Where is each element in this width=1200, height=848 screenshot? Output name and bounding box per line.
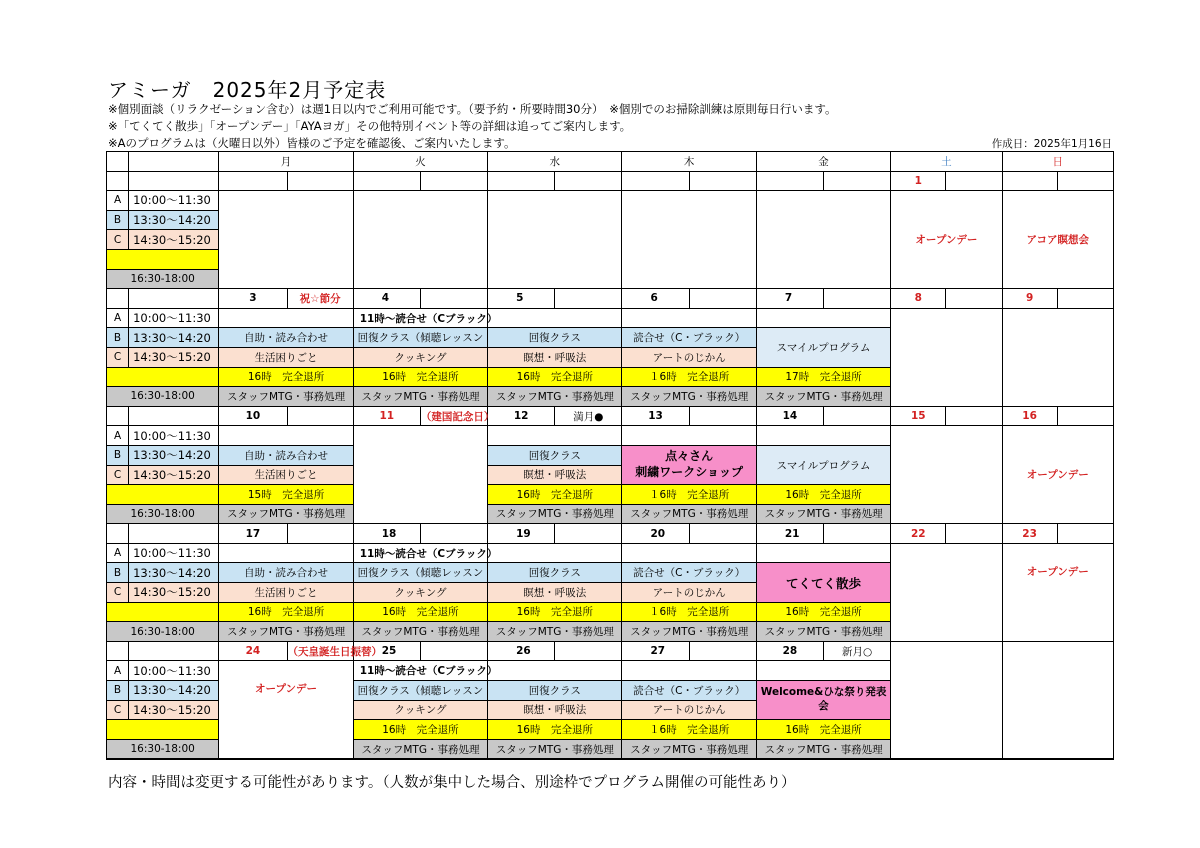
date-14: 14 bbox=[756, 406, 823, 426]
staff-mtg: スタッフMTG・事務処理 bbox=[353, 622, 487, 642]
tue-c-program: クッキング bbox=[353, 700, 487, 720]
mon-b-program: 自助・読み合わせ bbox=[219, 328, 353, 348]
tue-exit: 16時 完全退所 bbox=[353, 367, 487, 387]
thu-c-program: アートのじかん bbox=[622, 347, 756, 367]
wed-c-program: 瞑想・呼吸法 bbox=[488, 465, 622, 485]
footer-note: 内容・時間は変更する可能性があります。（人数が集中した場合、別途枠でプログラム開催の可能性あり） bbox=[108, 775, 796, 791]
staff-mtg: スタッフMTG・事務処理 bbox=[756, 387, 890, 407]
mon-b-program: 自助・読み合わせ bbox=[219, 563, 353, 583]
event-open-day: オープンデー bbox=[1002, 426, 1113, 524]
slot-c-time: 14:30～15:20 bbox=[129, 347, 219, 367]
note-3: ※Aのプログラムは（火曜日以外）皆様のご予定を確認後、ご案内いたします。 bbox=[108, 136, 516, 150]
thu-b-program: 読合せ（C・ブラック） bbox=[622, 681, 756, 701]
wed-exit: 16時 完全退所 bbox=[488, 485, 622, 505]
tue-b-program: 回復クラス（傾聴レッスン bbox=[353, 328, 487, 348]
slot-a-label: A bbox=[107, 543, 129, 563]
wed-c-program: 瞑想・呼吸法 bbox=[488, 700, 622, 720]
thu-c-program: アートのじかん bbox=[622, 583, 756, 603]
weekday-fri: 金 bbox=[756, 152, 890, 172]
wed-c-program: 瞑想・呼吸法 bbox=[488, 583, 622, 603]
page-title: アミーガ 2025年2月予定表 bbox=[108, 78, 387, 102]
slot-a-label: A bbox=[107, 426, 129, 446]
week4-date-row bbox=[107, 524, 1114, 544]
staff-mtg: スタッフMTG・事務処理 bbox=[756, 622, 890, 642]
date-28: 28 bbox=[756, 641, 823, 661]
slot-c-label: C bbox=[107, 583, 129, 603]
date-7: 7 bbox=[756, 289, 823, 309]
slot-a-time: 10:00～11:30 bbox=[129, 426, 219, 446]
staff-mtg: スタッフMTG・事務処理 bbox=[219, 622, 353, 642]
staff-mtg: スタッフMTG・事務処理 bbox=[488, 387, 622, 407]
thu-embroidery-workshop: 点々さん 刺繍ワークショップ bbox=[622, 445, 756, 484]
staff-mtg: スタッフMTG・事務処理 bbox=[219, 504, 353, 524]
tue-exit: 16時 完全退所 bbox=[353, 602, 487, 622]
thu-exit: １6時 完全退所 bbox=[622, 720, 756, 740]
week2-date-row bbox=[107, 289, 1114, 309]
slot-a-time: 10:00～11:30 bbox=[129, 661, 219, 681]
staff-time: 16:30-18:00 bbox=[107, 739, 219, 759]
staff-mtg: スタッフMTG・事務処理 bbox=[353, 387, 487, 407]
staff-time: 16:30-18:00 bbox=[107, 504, 219, 524]
week1-date-row bbox=[107, 171, 1114, 191]
fri-exit: 16時 完全退所 bbox=[756, 602, 890, 622]
slot-c-label: C bbox=[107, 230, 129, 250]
wed-exit: 16時 完全退所 bbox=[488, 367, 622, 387]
staff-mtg: スタッフMTG・事務処理 bbox=[756, 504, 890, 524]
weekday-tue: 火 bbox=[353, 152, 487, 172]
date-20: 20 bbox=[622, 524, 689, 544]
date-8: 8 bbox=[891, 289, 946, 309]
wed-b-program: 回復クラス bbox=[488, 563, 622, 583]
staff-mtg: スタッフMTG・事務処理 bbox=[622, 504, 756, 524]
weekday-header-row bbox=[107, 152, 1114, 172]
fri-exit: 17時 完全退所 bbox=[756, 367, 890, 387]
slot-b-label: B bbox=[107, 445, 129, 465]
staff-mtg: スタッフMTG・事務処理 bbox=[488, 739, 622, 759]
staff-time: 16:30-18:00 bbox=[107, 269, 219, 289]
created-date: 作成日：2025年1月16日 bbox=[991, 138, 1112, 150]
week3-date-row bbox=[107, 406, 1114, 426]
event-open-day: オープンデー bbox=[219, 661, 353, 759]
mon-c-program: 生活困りごと bbox=[219, 583, 353, 603]
fri-smile-program: スマイルプログラム bbox=[756, 445, 890, 484]
wed-exit: 16時 完全退所 bbox=[488, 720, 622, 740]
slot-c-label: C bbox=[107, 465, 129, 485]
mon-c-program: 生活困りごと bbox=[219, 465, 353, 485]
week1-a-row bbox=[107, 191, 1114, 211]
slot-a-time: 10:00～11:30 bbox=[129, 543, 219, 563]
date-5: 5 bbox=[488, 289, 555, 309]
thu-b-program: 読合せ（C・ブラック） bbox=[622, 563, 756, 583]
fri-walk-event: てくてく散歩 bbox=[756, 563, 890, 602]
staff-mtg: スタッフMTG・事務処理 bbox=[353, 739, 487, 759]
holiday-kenkoku: （建国記念日） bbox=[420, 406, 487, 426]
thu-c-program: アートのじかん bbox=[622, 700, 756, 720]
slot-a-time: 10:00～11:30 bbox=[129, 308, 219, 328]
week4-a-row bbox=[107, 543, 1114, 563]
date-6: 6 bbox=[622, 289, 689, 309]
tue-a-program: 11時～読合せ（Cブラック） bbox=[353, 543, 487, 563]
week5-date-row bbox=[107, 641, 1114, 661]
weekday-wed: 水 bbox=[488, 152, 622, 172]
thu-exit: １6時 完全退所 bbox=[622, 367, 756, 387]
slot-b-time: 13:30～14:20 bbox=[129, 445, 219, 465]
staff-mtg: スタッフMTG・事務処理 bbox=[622, 739, 756, 759]
event-meditation: アコア瞑想会 bbox=[1002, 191, 1113, 289]
tue-c-program: クッキング bbox=[353, 347, 487, 367]
weekday-thu: 木 bbox=[622, 152, 756, 172]
staff-mtg: スタッフMTG・事務処理 bbox=[488, 622, 622, 642]
moon-new: 新月○ bbox=[824, 641, 891, 661]
tue-b-program: 回復クラス（傾聴レッスン bbox=[353, 681, 487, 701]
date-26: 26 bbox=[488, 641, 555, 661]
fri-welcome-event: Welcome&ひな祭り発表会 bbox=[756, 681, 890, 720]
slot-c-time: 14:30～15:20 bbox=[129, 583, 219, 603]
wed-b-program: 回復クラス bbox=[488, 681, 622, 701]
mon-c-program: 生活困りごと bbox=[219, 347, 353, 367]
slot-b-time: 13:30～14:20 bbox=[129, 681, 219, 701]
date-4: 4 bbox=[353, 289, 420, 309]
holiday-setsubun: 祝☆節分 bbox=[287, 289, 353, 309]
wed-exit: 16時 完全退所 bbox=[488, 602, 622, 622]
date-18: 18 bbox=[353, 524, 420, 544]
staff-mtg: スタッフMTG・事務処理 bbox=[219, 387, 353, 407]
slot-c-label: C bbox=[107, 700, 129, 720]
date-23: 23 bbox=[1002, 524, 1057, 544]
tue-c-program: クッキング bbox=[353, 583, 487, 603]
date-17: 17 bbox=[219, 524, 287, 544]
slot-a-label: A bbox=[107, 191, 129, 211]
date-9: 9 bbox=[1002, 289, 1057, 309]
date-13: 13 bbox=[622, 406, 689, 426]
note-1: ※個別面談（リラクゼーション含む）は週1日以内でご利用可能です。（要予約・所要時間30分） ※個別でのお掃除訓練は原則毎日行います。 bbox=[108, 102, 837, 116]
tue-a-program: 11時～読合せ（Cブラック） bbox=[353, 661, 487, 681]
staff-mtg: スタッフMTG・事務処理 bbox=[488, 504, 622, 524]
date-19: 19 bbox=[488, 524, 555, 544]
thu-exit: １6時 完全退所 bbox=[622, 602, 756, 622]
slot-c-label: C bbox=[107, 347, 129, 367]
slot-b-label: B bbox=[107, 328, 129, 348]
slot-b-label: B bbox=[107, 681, 129, 701]
staff-mtg: スタッフMTG・事務処理 bbox=[622, 622, 756, 642]
mon-exit: 16時 完全退所 bbox=[219, 367, 353, 387]
thu-exit: １6時 完全退所 bbox=[622, 485, 756, 505]
event-open-day: オープンデー bbox=[891, 191, 1002, 289]
staff-mtg: スタッフMTG・事務処理 bbox=[756, 739, 890, 759]
mon-b-program: 自助・読み合わせ bbox=[219, 445, 353, 465]
tue-exit: 16時 完全退所 bbox=[353, 720, 487, 740]
wed-c-program: 瞑想・呼吸法 bbox=[488, 347, 622, 367]
slot-b-time: 13:30～14:20 bbox=[129, 563, 219, 583]
event-open-day: オープンデー bbox=[1002, 543, 1113, 641]
weekday-mon: 月 bbox=[219, 152, 353, 172]
slot-b-label: B bbox=[107, 563, 129, 583]
staff-mtg: スタッフMTG・事務処理 bbox=[622, 387, 756, 407]
date-24: 24 bbox=[219, 641, 287, 661]
fri-smile-program: スマイルプログラム bbox=[756, 328, 890, 367]
fri-exit: 16時 完全退所 bbox=[756, 720, 890, 740]
week3-a-row bbox=[107, 426, 1114, 446]
slot-b-time: 13:30～14:20 bbox=[129, 328, 219, 348]
slot-a-label: A bbox=[107, 308, 129, 328]
wed-b-program: 回復クラス bbox=[488, 328, 622, 348]
staff-time: 16:30-18:00 bbox=[107, 622, 219, 642]
slot-c-time: 14:30～15:20 bbox=[129, 465, 219, 485]
staff-time: 16:30-18:00 bbox=[107, 387, 219, 407]
week2-a-row bbox=[107, 308, 1114, 328]
slot-a-time: 10:00～11:30 bbox=[129, 191, 219, 211]
date-12: 12 bbox=[488, 406, 555, 426]
slot-c-time: 14:30～15:20 bbox=[129, 230, 219, 250]
mon-exit: 15時 完全退所 bbox=[219, 485, 353, 505]
date-16: 16 bbox=[1002, 406, 1057, 426]
holiday-emperor: （天皇誕生日振替） bbox=[287, 641, 353, 661]
weekday-sun: 日 bbox=[1002, 152, 1113, 172]
date-3: 3 bbox=[219, 289, 287, 309]
moon-full: 満月● bbox=[555, 406, 622, 426]
date-22: 22 bbox=[891, 524, 946, 544]
slot-b-time: 13:30～14:20 bbox=[129, 210, 219, 230]
slot-c-time: 14:30～15:20 bbox=[129, 700, 219, 720]
slot-a-label: A bbox=[107, 661, 129, 681]
date-21: 21 bbox=[756, 524, 823, 544]
mon-exit: 16時 完全退所 bbox=[219, 602, 353, 622]
date-25: 25 bbox=[353, 641, 420, 661]
schedule-table bbox=[106, 151, 1114, 760]
slot-b-label: B bbox=[107, 210, 129, 230]
fri-exit: 16時 完全退所 bbox=[756, 485, 890, 505]
date-11: 11 bbox=[353, 406, 420, 426]
date-27: 27 bbox=[622, 641, 689, 661]
thu-b-program: 読合せ（C・ブラック） bbox=[622, 328, 756, 348]
tue-a-program: 11時～読合せ（Cブラック） bbox=[353, 308, 487, 328]
tue-b-program: 回復クラス（傾聴レッスン bbox=[353, 563, 487, 583]
note-2: ※「てくてく散歩」「オープンデー」「AYAヨガ」その他特別イベント等の詳細は追ってご案内します。 bbox=[108, 119, 632, 133]
date-10: 10 bbox=[219, 406, 287, 426]
date-15: 15 bbox=[891, 406, 946, 426]
weekday-sat: 土 bbox=[891, 152, 1002, 172]
date-1: 1 bbox=[891, 171, 946, 191]
wed-b-program: 回復クラス bbox=[488, 445, 622, 465]
